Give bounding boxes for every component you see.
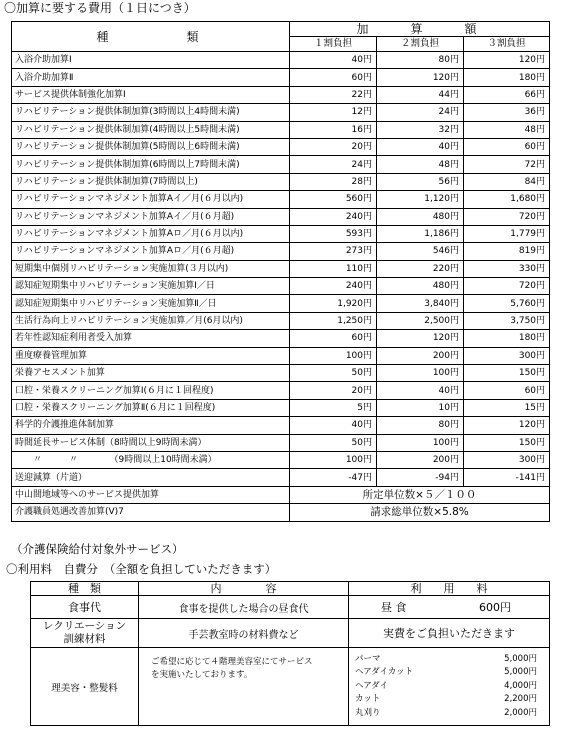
table-row	[12, 469, 550, 486]
row-name: リハビリテーション提供体制加算(3時間以上4時間未満)	[12, 104, 290, 121]
barber-item-price: 2,000円	[504, 707, 537, 718]
barber-content	[139, 648, 349, 726]
barber-price-item	[349, 707, 549, 721]
barber-price-item	[349, 653, 549, 667]
row-value-2: 120円	[377, 69, 464, 86]
meal-fee-value: 600円	[479, 601, 511, 614]
fee-heading: 〇加算に要する費用（１日につき）	[4, 1, 196, 15]
meal-content: 食事を提供した場合の昼食代	[139, 596, 349, 619]
row-name: リハビリテーション提供体制加算(7時間以上)	[12, 173, 290, 190]
recreation-content: 手芸教室時の材料費など	[139, 619, 349, 648]
row-value-2: 220円	[377, 260, 464, 277]
table-row	[12, 208, 550, 225]
row-value-2: 40円	[377, 138, 464, 155]
row-value-2: -94円	[377, 469, 464, 486]
row-value-1: 110円	[290, 260, 377, 277]
self-pay-table	[30, 581, 550, 726]
special-row-name: 中山間地域等へのサービス提供加算	[12, 486, 290, 503]
row-value-3: 150円	[464, 434, 550, 451]
row-value-3: 720円	[464, 278, 550, 295]
row-name: 短期集中個別リハビリテーション実施加算(３月以内)	[12, 260, 290, 277]
barber-item-name: ヘアダイカット	[355, 667, 414, 678]
recreation-type-line1: レクリエーション	[42, 620, 127, 632]
table-row	[12, 260, 550, 277]
row-name: リハビリテーションマネジメント加算Aロ／月(６月超)	[12, 243, 290, 260]
special-row-value: 請求総単位数×5.8%	[290, 504, 550, 521]
barber-item-price: 5,000円	[504, 667, 537, 678]
row-value-2: 100円	[377, 434, 464, 451]
row-name: 科学的介護推進体制加算	[12, 417, 290, 434]
row-value-2: 1,186円	[377, 225, 464, 242]
table-row	[12, 156, 550, 173]
row-value-1: 593円	[290, 225, 377, 242]
special-row	[12, 504, 550, 521]
barber-price-item	[349, 680, 549, 694]
row-value-2: 2,500円	[377, 312, 464, 329]
row-name: リハビリテーションマネジメント加算Aイ／月(６月以内)	[12, 191, 290, 208]
table-row	[12, 295, 550, 312]
svc-content-header: 内 容	[139, 582, 349, 596]
row-name: 若年性認知症利用者受入加算	[12, 330, 290, 347]
row-value-1: 16円	[290, 121, 377, 138]
special-row-value: 所定単位数×５／１００	[290, 486, 550, 503]
row-value-2: 48円	[377, 156, 464, 173]
table-row	[12, 225, 550, 242]
row-name: 入浴介助加算Ⅰ	[12, 52, 290, 69]
amount-header: 加 算 額	[290, 22, 550, 37]
row-value-1: 12円	[290, 104, 377, 121]
row-value-2: 480円	[377, 208, 464, 225]
row-value-3: 1,680円	[464, 191, 550, 208]
row-value-3: -141円	[464, 469, 550, 486]
row-value-2: 44円	[377, 86, 464, 103]
svc-fee-header: 利 用 料	[349, 582, 550, 596]
meal-fee-label: 昼 食	[381, 601, 407, 614]
row-value-2: 56円	[377, 173, 464, 190]
row-value-1: 20円	[290, 382, 377, 399]
row-name: 認知症短期集中リハビリテーション実施加算Ⅱ／日	[12, 295, 290, 312]
row-value-2: 24円	[377, 104, 464, 121]
row-value-1: 1,920円	[290, 295, 377, 312]
row-value-2: 120円	[377, 330, 464, 347]
row-value-1: 1,250円	[290, 312, 377, 329]
barber-item-price: 5,000円	[504, 653, 537, 664]
row-value-2: 200円	[377, 451, 464, 468]
non-insurance-heading: （介護保険給付対象外サービス）	[11, 542, 184, 556]
table-row	[12, 365, 550, 382]
row-value-3: 300円	[464, 347, 550, 364]
row-value-3: 66円	[464, 86, 550, 103]
row-value-3: 5,760円	[464, 295, 550, 312]
row-value-3: 36円	[464, 104, 550, 121]
barber-item-name: 丸刈り	[355, 707, 381, 718]
row-value-1: 5円	[290, 399, 377, 416]
row-name: 認知症短期集中リハビリテーション実施加算Ⅰ／日	[12, 278, 290, 295]
row-value-1: 273円	[290, 243, 377, 260]
table-row	[12, 243, 550, 260]
barber-row	[31, 648, 550, 726]
table-row	[12, 191, 550, 208]
row-value-3: 330円	[464, 260, 550, 277]
row-value-3: 180円	[464, 69, 550, 86]
col-3-header: ３割負担	[464, 37, 550, 52]
row-name: 時間延長サービス体制（8時間以上9時間未満）	[12, 434, 290, 451]
row-value-3: 72円	[464, 156, 550, 173]
row-name: リハビリテーションマネジメント加算Aイ／月(６月超)	[12, 208, 290, 225]
row-value-3: 1,779円	[464, 225, 550, 242]
row-value-3: 60円	[464, 382, 550, 399]
row-value-2: 546円	[377, 243, 464, 260]
row-value-1: 60円	[290, 330, 377, 347]
table-row	[12, 434, 550, 451]
table-row	[12, 451, 550, 468]
row-value-2: 100円	[377, 365, 464, 382]
table-row	[12, 417, 550, 434]
table-row	[12, 330, 550, 347]
row-name: 〃 〃 （9時間以上10時間未満）	[12, 451, 290, 468]
row-value-3: 48円	[464, 121, 550, 138]
row-value-1: 240円	[290, 278, 377, 295]
row-value-1: 560円	[290, 191, 377, 208]
row-name: 入浴介助加算Ⅱ	[12, 69, 290, 86]
row-value-2: 3,840円	[377, 295, 464, 312]
row-name: 口腔・栄養スクリーニング加算Ⅱ(６月に１回程度)	[12, 399, 290, 416]
table-row	[12, 399, 550, 416]
table-row	[12, 382, 550, 399]
col-2-header: ２割負担	[377, 37, 464, 52]
row-value-2: 200円	[377, 347, 464, 364]
row-name: リハビリテーションマネジメント加算Aロ／月(６月以内)	[12, 225, 290, 242]
table-row	[12, 138, 550, 155]
row-value-2: 1,120円	[377, 191, 464, 208]
row-value-1: 60円	[290, 69, 377, 86]
barber-item-name: カット	[355, 694, 381, 705]
additional-fee-table	[11, 21, 550, 522]
recreation-type-line2: 訓練材料	[63, 633, 106, 645]
barber-item-name: パーマ	[355, 653, 381, 664]
row-name: 栄養アセスメント加算	[12, 365, 290, 382]
row-value-3: 180円	[464, 330, 550, 347]
meal-row	[31, 596, 550, 619]
row-value-3: 150円	[464, 365, 550, 382]
table-row	[12, 347, 550, 364]
row-value-1: 40円	[290, 417, 377, 434]
barber-price-item	[349, 693, 549, 707]
row-name: 重度療養管理加算	[12, 347, 290, 364]
row-value-2: 480円	[377, 278, 464, 295]
row-value-2: 32円	[377, 121, 464, 138]
row-value-1: 22円	[290, 86, 377, 103]
row-name: 生活行為向上リハビリテーション実施加算／月(6月以内)	[12, 312, 290, 329]
table-row	[12, 278, 550, 295]
recreation-fee: 実費をご負担いただきます	[349, 619, 550, 648]
row-value-1: -47円	[290, 469, 377, 486]
row-value-1: 100円	[290, 347, 377, 364]
svc-type-header: 種 類	[31, 582, 139, 596]
barber-price-item	[349, 666, 549, 680]
self-pay-heading: 〇利用料 自費分 （全額を負担していただきます）	[6, 562, 277, 576]
row-name: 送迎減算（片道）	[12, 469, 290, 486]
barber-content-line1: ご希望に応じて４階理美容室にてサービス	[151, 657, 313, 667]
row-value-1: 40円	[290, 52, 377, 69]
table-row	[12, 104, 550, 121]
svc-header-row	[31, 582, 550, 596]
row-name: 口腔・栄養スクリーニング加算Ⅰ(６月に１回程度)	[12, 382, 290, 399]
row-value-3: 84円	[464, 173, 550, 190]
special-row-name: 介護職員処遇改善加算(Ⅴ)7	[12, 504, 290, 521]
table-row	[12, 121, 550, 138]
table-row	[12, 312, 550, 329]
special-row	[12, 486, 550, 503]
col-1-header: １割負担	[290, 37, 377, 52]
recreation-row	[31, 619, 550, 648]
row-value-3: 60円	[464, 138, 550, 155]
row-value-3: 120円	[464, 52, 550, 69]
table-row	[12, 86, 550, 103]
row-value-1: 28円	[290, 173, 377, 190]
header-row	[12, 22, 550, 37]
table-row	[12, 173, 550, 190]
meal-fee	[349, 596, 550, 619]
row-name: リハビリテーション提供体制加算(4時間以上5時間未満)	[12, 121, 290, 138]
row-value-2: 40円	[377, 382, 464, 399]
table-row	[12, 52, 550, 69]
row-value-1: 240円	[290, 208, 377, 225]
row-value-1: 50円	[290, 365, 377, 382]
barber-content-line2: を実施いたしております。	[151, 670, 253, 680]
row-value-3: 720円	[464, 208, 550, 225]
row-value-1: 50円	[290, 434, 377, 451]
row-value-1: 20円	[290, 138, 377, 155]
row-value-3: 819円	[464, 243, 550, 260]
barber-item-price: 2,200円	[504, 694, 537, 705]
row-value-3: 120円	[464, 417, 550, 434]
barber-item-name: ヘアダイ	[355, 680, 388, 691]
type-header: 種 類	[12, 22, 290, 52]
row-value-1: 100円	[290, 451, 377, 468]
recreation-type	[31, 619, 139, 648]
row-value-1: 24円	[290, 156, 377, 173]
row-name: リハビリテーション提供体制加算(6時間以上7時間未満)	[12, 156, 290, 173]
row-name: サービス提供体制強化加算Ⅰ	[12, 86, 290, 103]
row-value-2: 10円	[377, 399, 464, 416]
barber-item-price: 4,000円	[504, 680, 537, 691]
row-name: リハビリテーション提供体制加算(5時間以上6時間未満)	[12, 138, 290, 155]
row-value-3: 300円	[464, 451, 550, 468]
barber-type: 理美容・整髪料	[31, 648, 139, 726]
table-row	[12, 69, 550, 86]
row-value-2: 80円	[377, 52, 464, 69]
meal-type: 食事代	[31, 596, 139, 619]
barber-price-list	[349, 648, 550, 726]
row-value-3: 3,750円	[464, 312, 550, 329]
row-value-2: 80円	[377, 417, 464, 434]
row-value-3: 15円	[464, 399, 550, 416]
